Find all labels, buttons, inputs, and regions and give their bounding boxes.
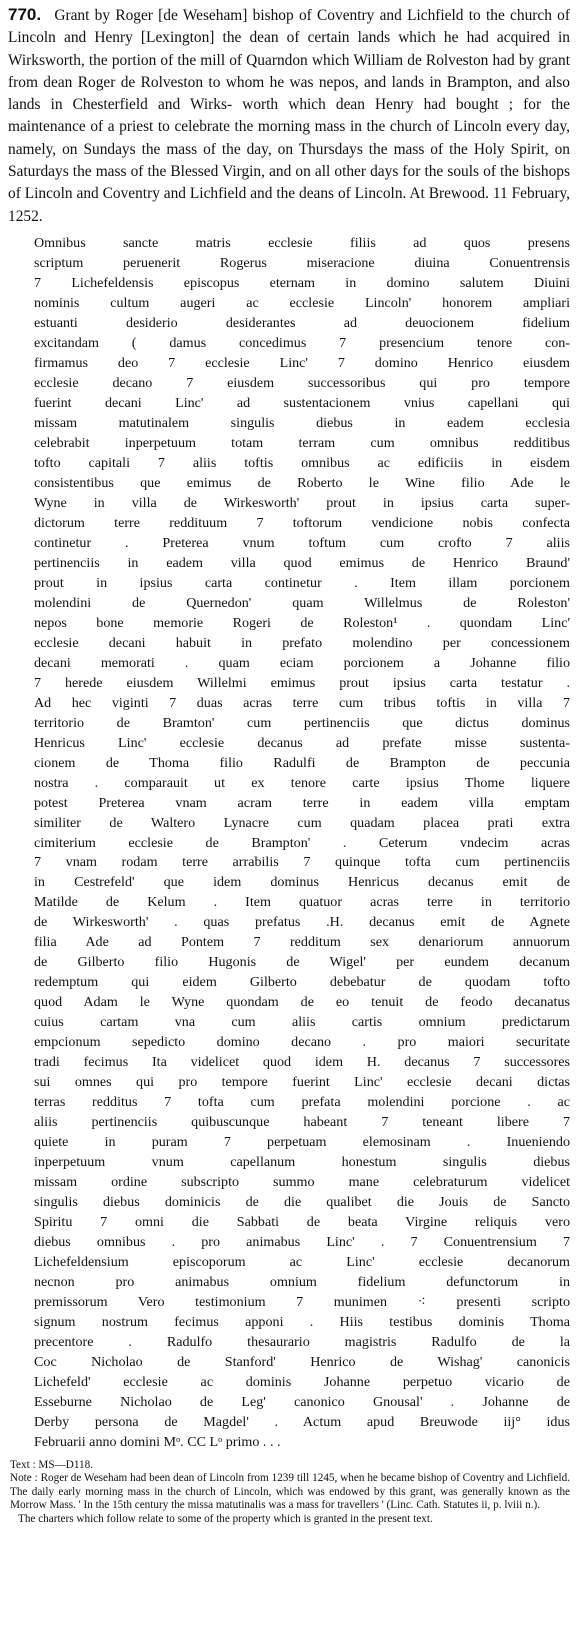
latin-line: aliis pertinenciis quibuscunque habeant 7 teneant libere 7 (34, 1114, 570, 1131)
latin-line: Derby persona de Magdel' . Actum apud Breuwode iij° idus (34, 1414, 570, 1431)
text-source: Text : MS—D118. (10, 1459, 94, 1472)
note-line: he became bishop of Coventry and Lichfield. The daily early morning mass in (10, 1472, 571, 1498)
note-line: travellers ' (Linc. Cath. Statutes ii, p. lviii n.). (337, 1499, 541, 1512)
latin-line: Omnibus sancte matris ecclesie filiis ad quos presens (34, 234, 570, 251)
latin-line: diebus omnibus . pro animabus Linc' . 7 Conuentrensium 7 (34, 1234, 570, 1251)
latin-line: fuerint decani Linc' ad sustentacionem vnius capellani qui (34, 394, 570, 411)
latin-line: nostra . comparauit ut ex tenore carte ipsius Thome liquere (34, 774, 570, 791)
latin-line: scriptum peruenerit Rogerus miseracione diuina Conuentrensis (34, 254, 570, 271)
heading-line: portion of the mill of Quarndon which William de Rolveston had (111, 51, 515, 69)
heading-line: and lands in Brampton, and also lands in Chesterfield and Wirks- (8, 73, 570, 114)
latin-charter-text (34, 234, 570, 1453)
charter-heading (8, 4, 570, 228)
latin-line: filia Ade ad Pontem 7 redditum sex denariorum annuorum (34, 934, 570, 951)
latin-line: precentore . Radulfo thesaurario magistris Radulfo de la (34, 1334, 570, 1351)
heading-line: and Coventry and Lichfield and the deans of Lincoln. At Brewood. (76, 185, 489, 203)
heading-line: 11 February, 1252. (8, 185, 570, 225)
latin-line: singulis diebus dominicis de die qualibet die Jouis de Sancto (34, 1194, 570, 1211)
latin-line: quod Adam le Wyne quondam de eo tenuit de feodo decanatus (34, 994, 570, 1011)
latin-line: molendini de Quernedon' quam Willelmus de Roleston' (34, 594, 570, 611)
heading-line: dean of certain lands which he had acquired in Wirksworth, the (8, 29, 570, 69)
latin-line: empcionum sepedicto domino decano . pro maiori securitate (34, 1034, 570, 1051)
heading-line: Lichfield to the church of Lincoln and Henry [Lexington] the (8, 7, 570, 47)
latin-line: nominis cultum augeri ac ecclesie Lincoln' honorem ampliari (34, 294, 570, 311)
charter-number: 770. (8, 5, 42, 24)
latin-line: de Gilberto filio Hugonis de Wigel' per eundem decanum (34, 954, 570, 971)
latin-line: celebrabit inperpetuum totam terram cum omnibus redditibus (34, 434, 570, 451)
latin-line: de Wirkesworth' . quas prefatus .H. decanus emit de Agnete (34, 914, 570, 931)
latin-line: 7 vnam rodam terre arrabilis 7 quinque tofta cum pertinenciis (34, 854, 570, 871)
latin-line: excitandam ( damus concedimus 7 presencium tenore con- (34, 334, 570, 351)
heading-line: day, namely, on Sundays the mass of the day, on Thursdays the (8, 118, 570, 158)
latin-line: continetur . Preterea vnum toftum cum crofto 7 aliis (34, 534, 570, 551)
latin-line: estuanti desiderio desiderantes ad deuocionem fidelium (34, 314, 570, 331)
heading-line: Virgin, and on all other days for the souls of the bishops of Lincoln (8, 163, 570, 203)
note-line: the church of Lincoln, which was endowed by this grant, was generally known as (167, 1485, 552, 1498)
latin-line: tofto capitali 7 aliis toftis omnibus ac edificiis in eisdem (34, 454, 570, 471)
latin-line: Lichefeld' ecclesie ac dominis Johanne perpetuo vicario de (34, 1374, 570, 1391)
latin-line: decani memorati . quam eciam porcionem a Johanne filio (34, 654, 570, 671)
latin-line: necnon pro animabus omnium fidelium defunctorum in (34, 1274, 570, 1291)
latin-line: Februarii anno domini Mᵒ. CC Lᵒ primo . . . (34, 1434, 281, 1451)
heading-line: by grant from dean Roger de Rolveston to whom he was nepos, (8, 51, 570, 91)
note-line: Note : Roger de Weseham had been dean of Lincoln from 1239 till 1245, when (10, 1472, 365, 1485)
latin-line: Spiritu 7 omni die Sabbati de beata Virgine reliquis vero (34, 1214, 570, 1231)
notes-section (8, 1459, 570, 1526)
latin-line: Coc Nicholao de Stanford' Henrico de Wishag' canonicis (34, 1354, 570, 1371)
note-line: the Morrow Mass. ' In the 15th century the missa matutinalis was a mass for (10, 1485, 571, 1512)
latin-line: potest Preterea vnam acram terre in eadem villa emptam (34, 794, 570, 811)
latin-line: premissorum Vero testimonium 7 munimen ⁖ presenti scripto (34, 1294, 570, 1311)
latin-line: territorio de Bramton' cum pertinenciis que dictus dominus (34, 714, 570, 731)
latin-line: cionem de Thoma filio Radulfi de Brampton de peccunia (34, 754, 570, 771)
editorial-note (10, 1472, 570, 1512)
latin-line: nepos bone memorie Rogeri de Roleston¹ . quondam Linc' (34, 614, 570, 631)
latin-line: terras redditus 7 tofta cum prefata molendini porcione . ac (34, 1094, 570, 1111)
latin-line: missam matutinalem singulis diebus in eadem ecclesia (34, 414, 570, 431)
latin-line: firmamus deo 7 ecclesie Linc' 7 domino Henrico eiusdem (34, 354, 570, 371)
latin-line: Henricus Linc' ecclesie decanus ad prefate misse sustenta- (34, 734, 570, 751)
latin-line: 7 Lichefeldensis episcopus eternam in domino salutem Diuini (34, 274, 570, 291)
latin-line: cimiterium ecclesie de Brampton' . Ceterum vndecim acras (34, 834, 570, 851)
note-line: The charters which follow relate to some of the property which is granted in (18, 1512, 359, 1525)
latin-line: prout in ipsius carta continetur . Item illam porcionem (34, 574, 570, 591)
latin-line: Esseburne Nicholao de Leg' canonico Gnousal' . Johanne de (34, 1394, 570, 1411)
document-page (8, 4, 570, 1526)
latin-line: quiete in puram 7 perpetuam elemosinam . Inueniendo (34, 1134, 570, 1151)
latin-line: consistentibus que emimus de Roberto le Wine filio Ade le (34, 474, 570, 491)
latin-line: Wyne in villa de Wirkesworth' prout in ipsius carta super- (34, 494, 570, 511)
latin-line: ecclesie decano 7 eiusdem successoribus qui pro tempore (34, 374, 570, 391)
latin-line: sui omnes qui pro tempore fuerint Linc' ecclesie decani dictas (34, 1074, 570, 1091)
latin-line: Ad hec viginti 7 duas acras terre cum tribus toftis in villa 7 (34, 694, 570, 711)
latin-line: in Cestrefeld' que idem dominus Henricus decanus emit de (34, 874, 570, 891)
latin-line: tradi fecimus Ita videlicet quod idem H. decanus 7 successores (34, 1054, 570, 1071)
latin-line: pertinenciis in eadem villa quod emimus de Henrico Braund' (34, 554, 570, 571)
heading-line: Grant by Roger [de Weseham] bishop of Coventry and (54, 7, 402, 24)
charters-note (8, 1513, 570, 1526)
latin-line: signum nostrum fecimus apponi . Hiis testibus dominis Thoma (34, 1314, 570, 1331)
latin-line: cuius cartam vna cum aliis cartis omnium predictarum (34, 1014, 570, 1031)
latin-line: dictorum terre reddituum 7 toftorum vendicione nobis confecta (34, 514, 570, 531)
latin-line: missam ordine subscripto summo mane celebraturum videlicet (34, 1174, 570, 1191)
latin-line: similiter de Waltero Lynacre cum quadam placea prati extra (34, 814, 570, 831)
heading-line: worth which dean Henry had bought ; for the maintenance of a (8, 96, 570, 136)
latin-line: Lichefeldensium episcoporum ac Linc' ecclesie decanorum (34, 1254, 570, 1271)
latin-line: inperpetuum vnum capellanum honestum singulis diebus (34, 1154, 570, 1171)
latin-line: 7 herede eiusdem Willelmi emimus prout ipsius carta testatur . (34, 674, 570, 691)
heading-line: priest to celebrate the morning mass in the church of Lincoln every (119, 118, 541, 136)
latin-line: ecclesie decani habuit in prefato molendino per concessionem (34, 634, 570, 651)
latin-line: redemptum qui eidem Gilberto debebatur de quodam tofto (34, 974, 570, 991)
latin-line: Matilde de Kelum . Item quatuor acras terre in territorio (34, 894, 570, 911)
heading-line: mass of the Holy Spirit, on Saturdays the mass of the Blessed (8, 140, 570, 181)
note-line: the present text. (361, 1512, 433, 1525)
